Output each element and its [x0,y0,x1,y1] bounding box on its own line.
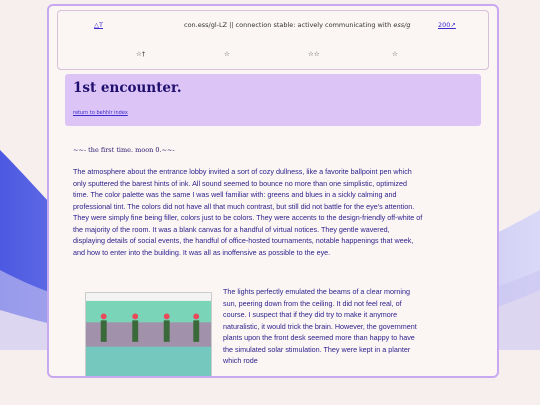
story-body [73,146,423,258]
main-frame [47,4,499,378]
paragraph-2: The lights perfectly emulated the beams of a clear morning sun, peering down from the ceiling. It did not feel real, of course. I suspect that if they did try to make it anymore naturalistic, it would trick the brain. However, the government plants upon the front desk seemed more than happy to have the simulated solar stimulation. They were kept in a planter which rode [223,287,417,365]
nav-item-3[interactable]: ☆☆ [308,50,320,58]
counter-link[interactable]: 200↗ [438,21,456,29]
return-link[interactable]: return to behhlr index [73,110,128,116]
home-link[interactable]: △T [94,21,103,29]
nav-item-1[interactable]: ☆† [136,50,146,58]
page-title: 1st encounter. [73,80,182,96]
status-target: ess/g [393,21,411,29]
chapter-subtitle: ~~- the first time. moon 0.~~- [73,146,175,154]
nav-item-4[interactable]: ☆ [392,50,398,58]
title-banner [65,74,481,126]
connection-status: con.ess/gl-LZ || connection stable: actively communicating with ess/g [184,21,411,29]
top-bar [57,10,489,70]
story-illustration [85,292,212,378]
nav-item-2[interactable]: ☆ [224,50,230,58]
paragraph-1: The atmosphere about the entrance lobby invited a sort of cozy dullness, like a favorite ballpoint pen which only sputtered the barest hints of ink. All sound seemed to bounce no more than one simplistic, optimized time. The color palette was the same I was well familiar with: greens and blues in a sickly calming and professional tint. The colors did not have all that much contrast, but still did not battle for the eye's attention. They were simply fine being filler, colors just to be colors. They were accents to the design-friendly off-white of the majority of the room. It was a blank canvas for a handful of virtual notices. They gentle wavered, displaying details of social events, the handful of office-hosted tournaments, notable happenings that week, and how to enter into the building. It was all as inoffensive as possible to the eye. [73,167,423,257]
